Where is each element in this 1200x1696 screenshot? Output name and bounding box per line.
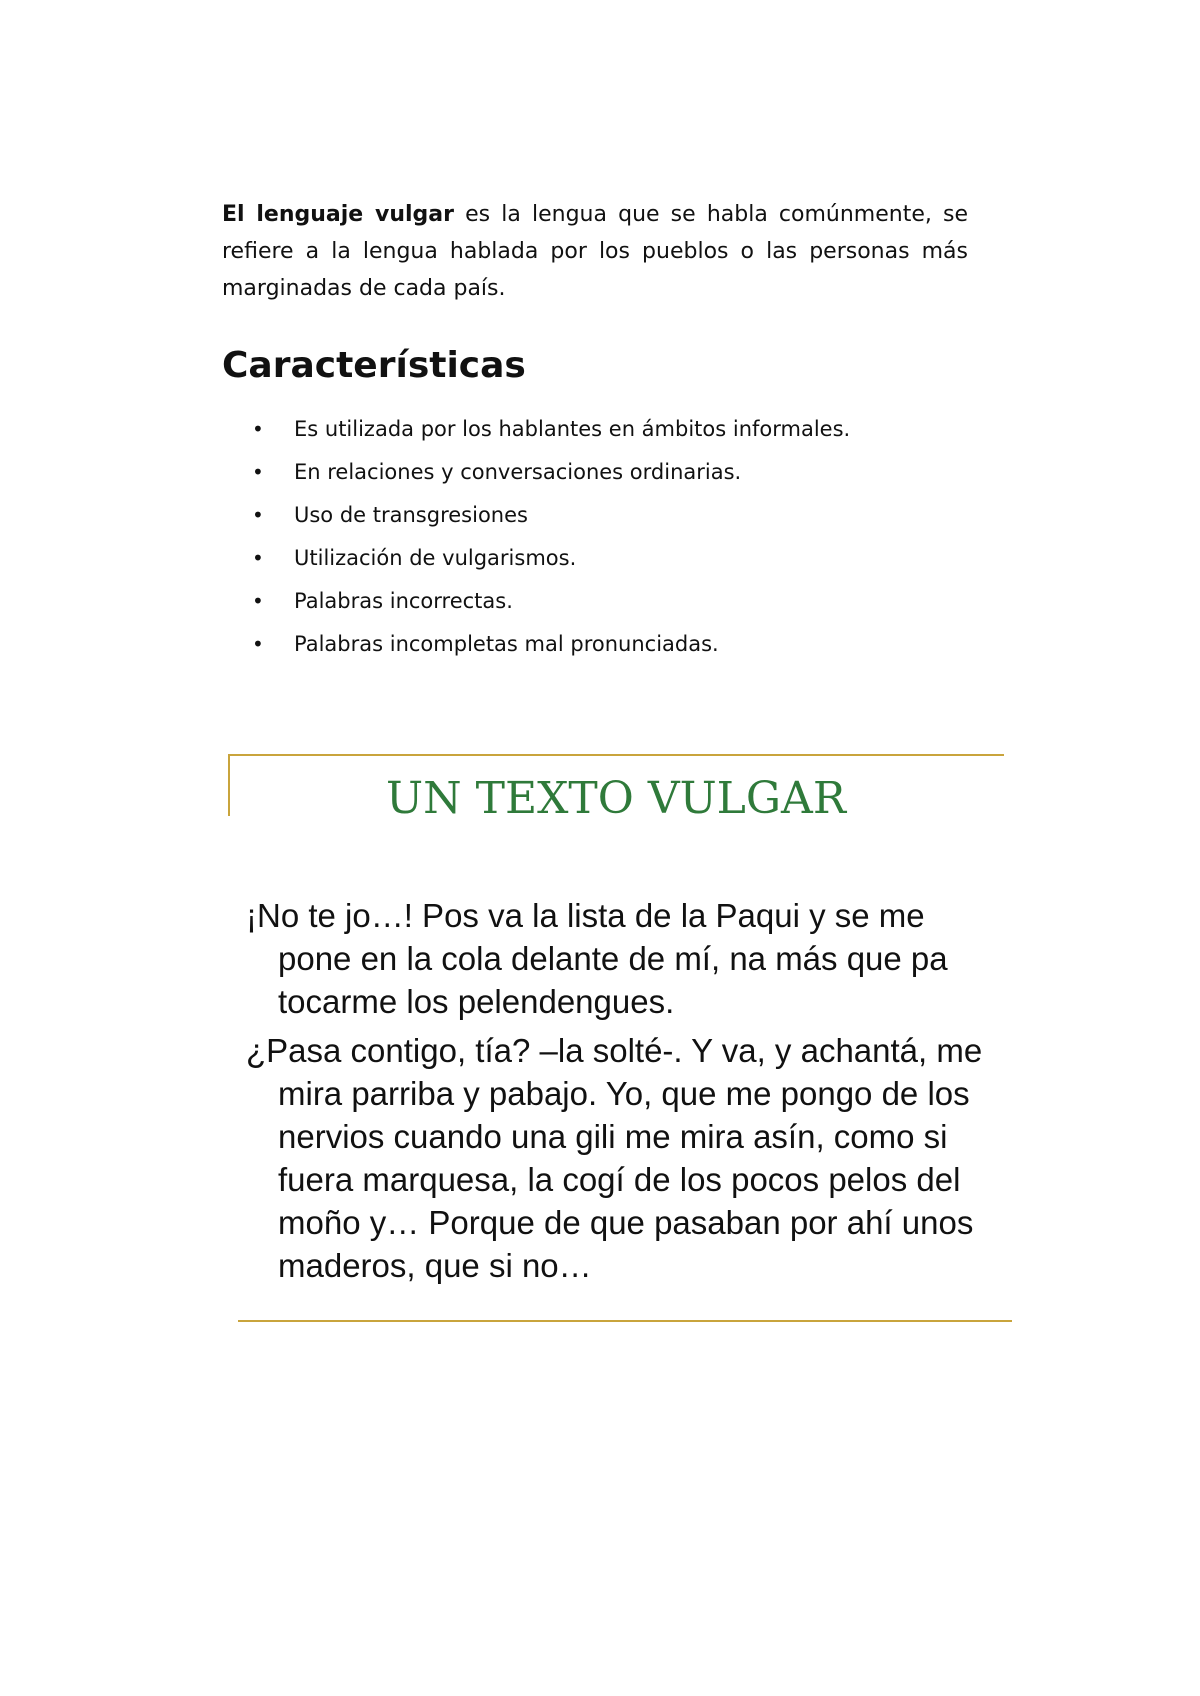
embedded-slide (228, 754, 1014, 1324)
list-item-text: Utilización de vulgarismos. (294, 546, 577, 570)
bullet-icon: • (252, 460, 264, 484)
intro-bold-term: El lenguaje vulgar (222, 202, 454, 227)
list-item-text: En relaciones y conversaciones ordinarias. (294, 460, 742, 484)
list-item (252, 451, 850, 494)
bullet-icon: • (252, 417, 264, 441)
slide-bottom-rule (238, 1320, 1012, 1322)
list-item (252, 537, 850, 580)
slide-top-rule (228, 754, 1004, 756)
list-item (252, 494, 850, 537)
intro-text: es la lengua que se habla comúnmente, se refiere a la lengua hablada por los pueblos o las personas más marginadas de cada país. (222, 202, 968, 301)
list-item-text: Palabras incorrectas. (294, 589, 513, 613)
list-item-text: Palabras incompletas mal pronunciadas. (294, 632, 719, 656)
intro-paragraph (222, 196, 968, 307)
list-item-text: Es utilizada por los hablantes en ámbitos informales. (294, 417, 851, 441)
bullet-icon: • (252, 546, 264, 570)
bullet-icon: • (252, 503, 264, 527)
bullet-icon: • (252, 632, 264, 656)
list-item (252, 580, 850, 623)
list-item-text: Uso de transgresiones (294, 503, 528, 527)
slide-title: UN TEXTO VULGAR (386, 773, 846, 824)
list-item (252, 623, 850, 666)
slide-paragraph: ¿Pasa contigo, tía? –la solté-. Y va, y achantá, me mira parriba y pabajo. Yo, que me pongo de los nervios cuando una gili me mira asín, como si fuera marquesa, la cogí de los pocos pelos del moño y… Porque de que pasaban por ahí unos maderos, que si no… (246, 1032, 983, 1284)
slide-body (246, 894, 1006, 1293)
section-heading: Características (222, 345, 526, 386)
slide-paragraph: ¡No te jo…! Pos va la lista de la Paqui y se me pone en la cola delante de mí, na más que pa tocarme los pelendengues. (246, 897, 948, 1020)
list-item (252, 408, 850, 451)
characteristics-list (252, 408, 850, 666)
bullet-icon: • (252, 589, 264, 613)
